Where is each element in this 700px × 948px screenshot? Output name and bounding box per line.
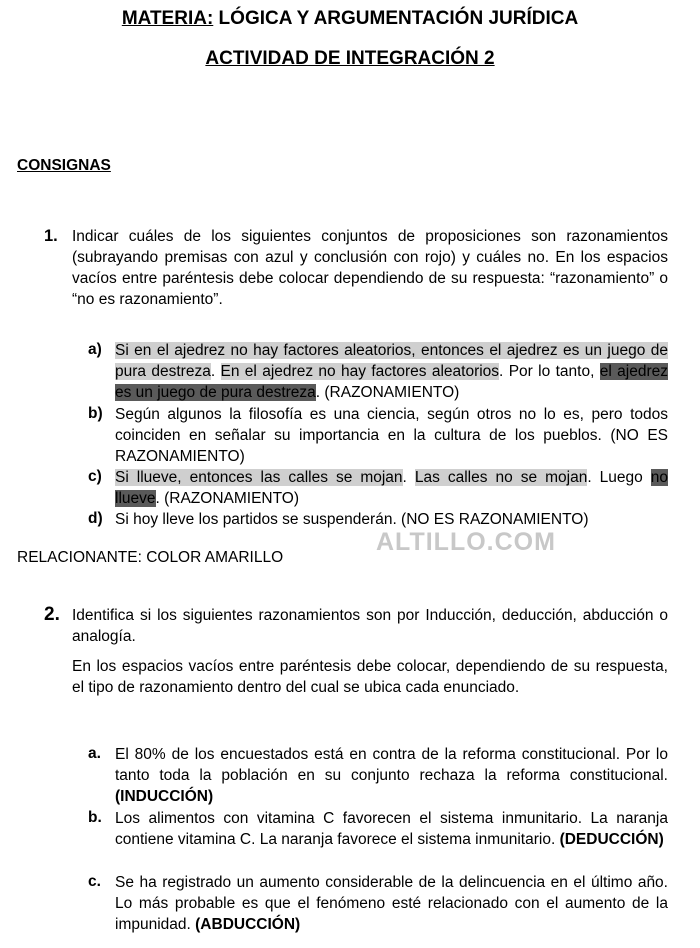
answer-label: (DEDUCCIÓN)	[559, 831, 664, 848]
q1-item-b-letter: b)	[88, 405, 103, 422]
conclusion: el ajedrez es un juego de pura destreza	[115, 363, 668, 401]
q2-text-1: Identifica si los siguientes razonamientos son por Inducción, deducción, abducción o analogía.	[72, 607, 668, 645]
q1-item-c-letter: c)	[88, 468, 102, 485]
title-subject: LÓGICA Y ARGUMENTACIÓN JURÍDICA	[213, 8, 579, 29]
q2-item-a: El 80% de los encuestados está en contra de la reforma constitucional. Por lo tanto toda la población en su conjunto rechaza la reforma constitucional. (INDUCCIÓN)	[115, 746, 668, 805]
q1-item-d-letter: d)	[88, 510, 103, 527]
section-heading: CONSIGNAS	[17, 157, 111, 174]
q1-item-a-letter: a)	[88, 341, 102, 358]
answer-label: (ABDUCCIÓN)	[195, 916, 301, 933]
q1-item-c: Si llueve, entonces las calles se mojan. Las calles no se mojan. Luego no llueve. (RAZONAMIENTO)	[115, 469, 668, 507]
conclusion: no llueve	[115, 469, 668, 507]
document-title	[0, 8, 700, 30]
premise-1: Si en el ajedrez no hay factores aleatorios, entonces el ajedrez es un juego de pura destreza	[115, 342, 668, 380]
q1-text: Indicar cuáles de los siguientes conjuntos de proposiciones son razonamientos (subrayando premisas con azul y conclusión con rojo) y cuáles no. En los espacios vacíos entre paréntesis debe colocar dependiendo de su respuesta: “razonamiento” o “no es razonamiento”.	[72, 228, 668, 308]
q2-item-b: Los alimentos con vitamina C favorecen el sistema inmunitario. La naranja contiene vitamina C. La naranja favorece el sistema inmunitario. (DEDUCCIÓN)	[115, 810, 668, 848]
watermark-logo: ALTILLO.COM	[376, 528, 556, 556]
q2-number: 2.	[44, 604, 60, 625]
q2-item-a-letter: a.	[88, 745, 101, 762]
q2-item-c-letter: c.	[88, 873, 101, 890]
q1-item-b: Según algunos la filosofía es una ciencia, según otros no lo es, pero todos coinciden en señalar su importancia en la cultura de los pueblos. (NO ES RAZONAMIENTO)	[115, 406, 668, 465]
q1-item-d: Si hoy lleve los partidos se suspenderán. (NO ES RAZONAMIENTO)	[115, 511, 589, 528]
title-prefix: MATERIA:	[121, 8, 214, 29]
relacionante-note: RELACIONANTE: COLOR AMARILLO	[17, 549, 284, 566]
q1-number: 1.	[44, 227, 58, 245]
premise-1: Si llueve, entonces las calles se mojan	[115, 469, 403, 486]
q2-item-c: Se ha registrado un aumento considerable de la delincuencia en el último año. Lo más probable es que el fenómeno esté relacionado con el aumento de la impunidad. (ABDUCCIÓN)	[115, 874, 668, 933]
q1-item-a: Si en el ajedrez no hay factores aleatorios, entonces el ajedrez es un juego de pura destreza. En el ajedrez no hay factores aleatorios. Por lo tanto, el ajedrez es un juego de pura destreza. (RAZONAMIENTO)	[115, 342, 668, 401]
premise-2: En el ajedrez no hay factores aleatorios	[220, 363, 500, 380]
activity-title: ACTIVIDAD DE INTEGRACIÓN 2	[205, 48, 495, 69]
answer-label: (INDUCCIÓN)	[115, 788, 214, 805]
q2-item-b-letter: b.	[88, 809, 102, 826]
q2-text-2: En los espacios vacíos entre paréntesis debe colocar, dependiendo de su respuesta, el tipo de razonamiento dentro del cual se ubica cada enunciado.	[72, 658, 668, 696]
premise-2: Las calles no se mojan	[414, 469, 588, 486]
